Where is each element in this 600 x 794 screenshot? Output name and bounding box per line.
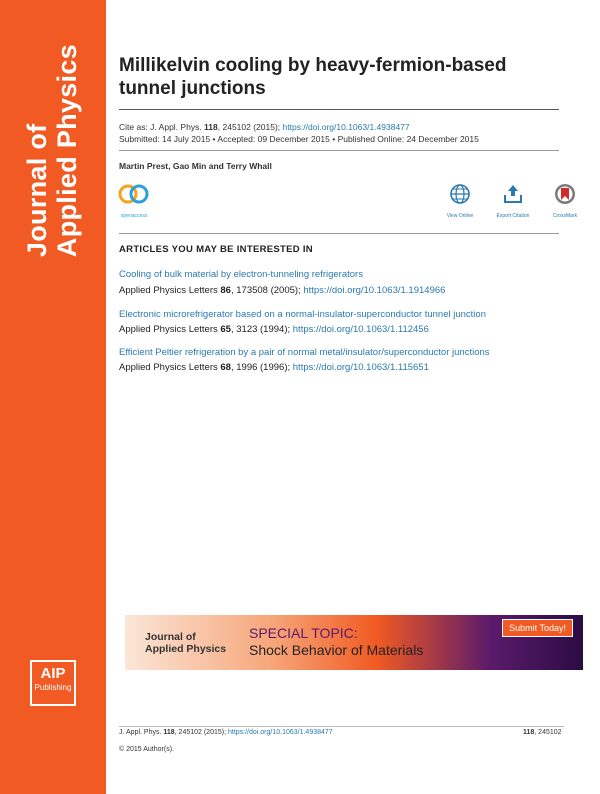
open-access-label: openaccess	[120, 213, 148, 219]
footer-page-id	[523, 729, 562, 736]
submit-today-button[interactable]: Submit Today!	[502, 619, 573, 637]
ref-journal: Applied Physics Letters	[119, 324, 221, 335]
cite-doi-link[interactable]: https://doi.org/10.1063/1.4938477	[282, 122, 410, 132]
related-article-title[interactable]: Electronic microrefrigerator based on a normal-insulator-superconductor tunnel junction	[119, 309, 486, 320]
footer-citation	[119, 729, 333, 736]
cite-mid: , 245102 (2015);	[217, 122, 283, 132]
related-article-ref	[119, 285, 445, 296]
aip-logo-subtext: Publishing	[34, 683, 72, 692]
ref-volume: 68	[220, 362, 231, 373]
ref-doi-link[interactable]: https://doi.org/10.1063/1.1914966	[303, 285, 446, 296]
aip-logo-text: AIP	[40, 665, 66, 682]
banner-topic	[249, 625, 423, 659]
banner-topic-line2: Shock Behavior of Materials	[249, 642, 424, 658]
tools-divider	[119, 233, 559, 234]
article-title: Millikelvin cooling by heavy-fermion-based tunnel junctions	[119, 55, 507, 99]
view-online-button[interactable]	[440, 183, 480, 219]
ref-pages: , 3123 (1994);	[230, 324, 293, 335]
copyright: © 2015 Author(s).	[119, 746, 174, 753]
journal-sidebar	[0, 0, 106, 794]
ref-pages: , 173508 (2005);	[230, 285, 304, 296]
citation-line	[119, 122, 410, 133]
banner-journal-name: Journal of Applied Physics	[145, 631, 227, 655]
banner-topic-line1: SPECIAL TOPIC:	[249, 625, 358, 641]
footer-cite-volume: 118	[163, 729, 175, 736]
crossmark-button[interactable]	[545, 183, 585, 219]
related-articles-heading: ARTICLES YOU MAY BE INTERESTED IN	[119, 244, 313, 255]
journal-title: Journal of Applied Physics	[22, 44, 82, 258]
cite-volume: 118	[204, 122, 218, 132]
ref-doi-link[interactable]: https://doi.org/10.1063/1.112456	[292, 324, 429, 335]
open-access-icon	[117, 183, 151, 205]
footer-doi-link[interactable]: https://doi.org/10.1063/1.4938477	[227, 729, 333, 736]
authors: Martin Prest, Gao Min and Terry Whall	[119, 161, 272, 171]
cite-prefix: Cite as: J. Appl. Phys.	[119, 122, 205, 132]
dates-line: Submitted: 14 July 2015 • Accepted: 09 December 2015 • Published Online: 24 December 2015	[119, 134, 479, 144]
title-divider	[119, 109, 559, 110]
export-citation-button[interactable]	[493, 183, 533, 219]
related-article-title[interactable]: Efficient Peltier refrigeration by a pair of normal metal/insulator/superconductor junctions	[119, 347, 490, 358]
aip-publishing-logo[interactable]	[30, 660, 76, 706]
ref-volume: 86	[220, 285, 231, 296]
ref-journal: Applied Physics Letters	[119, 285, 221, 296]
footer-page-number: , 245102	[534, 729, 562, 736]
footer-cite-prefix: J. Appl. Phys.	[119, 729, 164, 736]
footer-divider	[119, 726, 564, 727]
footer-cite-mid: , 245102 (2015);	[174, 729, 228, 736]
related-article-ref	[119, 324, 429, 335]
ref-volume: 65	[220, 324, 231, 335]
dates-divider	[119, 150, 559, 151]
view-online-label: View Online	[446, 213, 474, 219]
footer-page-volume: 118	[523, 729, 535, 736]
crossmark-icon	[554, 183, 576, 205]
crossmark-label: CrossMark	[552, 213, 578, 219]
special-topic-banner[interactable]	[125, 615, 583, 670]
export-citation-label: Export Citation	[496, 213, 530, 219]
export-icon	[502, 183, 524, 205]
related-article-title[interactable]: Cooling of bulk material by electron-tunneling refrigerators	[119, 269, 363, 280]
ref-doi-link[interactable]: https://doi.org/10.1063/1.115651	[292, 362, 429, 373]
ref-pages: , 1996 (1996);	[230, 362, 293, 373]
open-access-badge[interactable]	[114, 183, 154, 219]
related-article-ref	[119, 362, 429, 373]
globe-icon	[449, 183, 471, 205]
ref-journal: Applied Physics Letters	[119, 362, 221, 373]
